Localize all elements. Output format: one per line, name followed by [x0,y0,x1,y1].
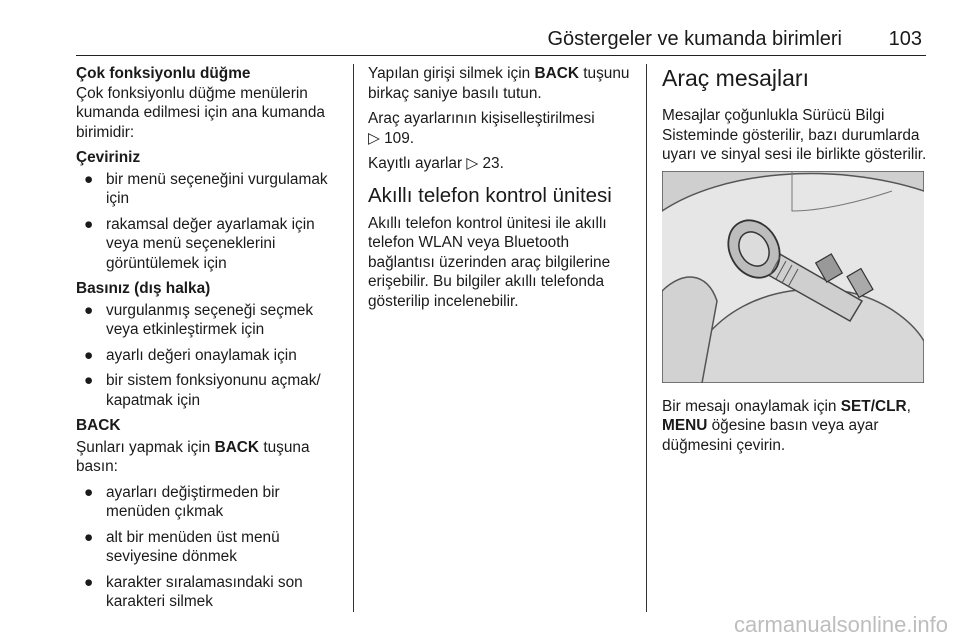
column-2 [368,64,630,317]
multifunction-intro: Çok fonksiyonlu düğme menülerin kumanda edilmesi için ana kumanda birimidir: [76,84,325,141]
list-item: ● rakamsal değer ayarlamak için veya menü seçeneklerini görüntülemek için [84,215,315,272]
bullet: ● [84,301,94,319]
stalk-control-illustration [662,171,924,383]
page-ref-icon: ▷ [368,129,380,147]
personalization-ref: Araç ayarlarının kişiselleştirilmesi ▷ 109. [368,110,595,147]
saved-settings-ref: Kayıtlı ayarlar ▷ 23. [368,155,504,172]
list-item: ● vurgulanmış seçeneği seçmek veya etkinleştirmek için [84,301,314,338]
back-heading: BACK [76,417,121,434]
back-hold-paragraph: Yapılan girişi silmek için BACK tuşunu birkaç saniye basılı tutun. [368,65,630,102]
list-item: ● ayarlı değeri onaylamak için [84,346,297,364]
stalk-control-drawing [662,171,924,383]
header-title: Göstergeler ve kumanda birimleri [547,28,842,50]
vehicle-messages-intro: Mesajlar çoğunlukla Sürücü Bilgi Sisteminde gösterilir, bazı durumlarda uyarı ve sinyal sesi ile birlikte gösterilir. [662,107,927,163]
column-3 [662,64,928,461]
page-ref-icon: ▷ [466,155,479,172]
column-divider-2 [646,64,647,612]
turn-list [76,170,338,274]
list-item: ● karakter sıralamasındaki son karakteri silmek [84,573,303,610]
list-item: ● ayarları değiştirmeden bir menüden çıkmak [84,483,280,520]
vehicle-messages-title: Araç mesajları [662,65,809,91]
bullet: ● [84,483,94,501]
watermark: carmanualsonline.info [733,612,948,637]
set-clr-label: SET/CLR [840,397,907,415]
list-item: ● bir menü seçeneğini vurgulamak için [84,170,328,207]
bullet: ● [84,528,94,546]
smartphone-section-title: Akıllı telefon kontrol ünitesi [368,183,612,207]
bullet: ● [84,346,94,364]
press-heading: Basınız (dış halka) [76,280,211,297]
smartphone-section-text: Akıllı telefon kontrol ünitesi ile akıllı telefon WLAN veya Bluetooth bağlantısı üzerinden araç bilgilerine erişebilir. Bu bilgiler akıllı telefonda gösterilip incelenebilir. [368,214,611,310]
turn-heading: Çeviriniz [76,149,141,166]
page-number: 103 [888,28,922,50]
bullet: ● [84,170,94,188]
header-rule [76,55,926,56]
list-item: ● alt bir menüden üst menü seviyesine dönmek [84,528,280,565]
multifunction-heading: Çok fonksiyonlu düğme [76,65,251,82]
press-list [76,301,338,411]
image-caption: Bir mesajı onaylamak için SET/CLR, MENU öğesine basın veya ayar düğmesini çevirin. [662,397,911,454]
page-header [76,26,926,56]
back-intro: Şunları yapmak için BACK tuşuna basın: [76,438,310,475]
bullet: ● [84,215,94,233]
column-1 [76,64,338,618]
bullet: ● [84,372,94,389]
bullet: ● [84,573,94,591]
list-item: ● bir sistem fonksiyonunu açmak/ kapatmak için [84,372,321,409]
back-list [76,483,338,612]
menu-label: MENU [662,417,708,434]
column-divider-1 [353,64,354,612]
